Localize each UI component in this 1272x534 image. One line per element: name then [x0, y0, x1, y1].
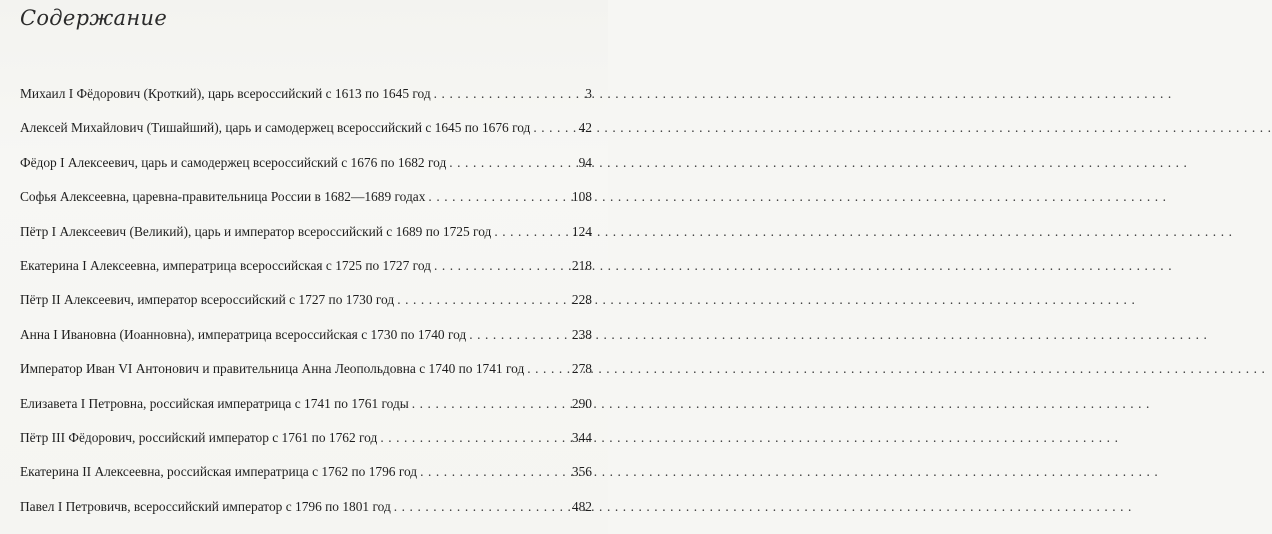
toc-entry-title: Пётр III Фёдорович, российский император с 1761 по 1762 год — [20, 429, 378, 445]
toc-entry-page: 124 — [571, 223, 592, 239]
dot-leader — [380, 424, 569, 452]
page-title: Содержание — [20, 6, 168, 30]
toc-entry — [20, 218, 592, 252]
toc-entry — [20, 114, 592, 148]
toc-entry — [20, 355, 592, 389]
dot-leader — [449, 149, 575, 177]
dot-leader — [394, 493, 569, 521]
toc-entry-page: 344 — [571, 429, 592, 445]
toc-entry-page: 482 — [571, 498, 592, 514]
toc-entry — [20, 149, 592, 183]
toc-entry — [20, 80, 592, 114]
toc-entry-page: 108 — [571, 189, 592, 205]
toc-entry-title: Пётр II Алексеевич, император всероссийский с 1727 по 1730 год — [20, 292, 395, 308]
toc-entry-title: Софья Алексеевна, царевна-правительница России в 1682—1689 годах — [20, 189, 426, 205]
toc-entry-title: Михаил I Фёдорович (Кроткий), царь всероссийский с 1613 по 1645 год — [20, 86, 431, 101]
dot-leader — [412, 390, 569, 418]
dot-leader — [527, 355, 569, 383]
dot-leader — [469, 321, 569, 349]
toc-entry — [20, 390, 592, 424]
toc-entry — [20, 321, 592, 355]
dot-leader — [434, 252, 569, 280]
toc-entry-title: Елизавета I Петровна, российская императрица с 1741 по 1761 годы — [20, 395, 409, 411]
toc-entry-title: Фёдор I Алексеевич, царь и самодержец всероссийский с 1676 по 1682 год — [20, 154, 447, 170]
toc-entry-title: Павел I Петровичв, всероссийский император с 1796 по 1801 год — [20, 498, 391, 514]
dot-leader — [397, 286, 569, 314]
toc-entry-page: 3 — [585, 86, 592, 101]
toc-entry — [20, 183, 592, 217]
toc-entry-title: Анна I Ивановна (Иоанновна), императрица всероссийская с 1730 по 1740 год — [20, 326, 467, 342]
toc-entry-page: 228 — [571, 292, 592, 308]
toc-entry-title: Император Иван VI Антонович и правительница Анна Леопольдовна с 1740 по 1741 год — [20, 361, 525, 377]
toc-entry-page: 94 — [578, 154, 592, 170]
book-page — [0, 0, 608, 534]
toc-entry — [20, 252, 592, 286]
toc-entry-page: 356 — [571, 464, 592, 480]
dot-leader — [428, 183, 568, 211]
toc-entry-title: Алексей Михайлович (Тишайший), царь и самодержец всероссийский с 1645 по 1676 год — [20, 120, 531, 136]
toc-entry-page: 238 — [571, 326, 592, 342]
toc-entry-page: 218 — [571, 257, 592, 273]
toc-entry-title: Екатерина II Алексеевна, российская императрица с 1762 по 1796 год — [20, 464, 418, 480]
toc-entry — [20, 458, 592, 492]
toc-entry-page: 278 — [571, 361, 592, 377]
toc-entry-title: Пётр I Алексеевич (Великий), царь и император всероссийский с 1689 по 1725 год — [20, 223, 492, 239]
toc-entry-title: Екатерина I Алексеевна, императрица всероссийская с 1725 по 1727 год — [20, 257, 431, 273]
toc-entry-page: 42 — [578, 120, 592, 136]
toc-entry — [20, 286, 592, 320]
toc-entry-page: 290 — [571, 395, 592, 411]
toc-entry — [20, 424, 592, 458]
dot-leader — [434, 80, 583, 108]
dot-leader — [494, 218, 569, 246]
toc-entry — [20, 493, 592, 527]
dot-leader — [533, 114, 575, 142]
dot-leader — [420, 458, 569, 486]
table-of-contents — [20, 80, 592, 527]
